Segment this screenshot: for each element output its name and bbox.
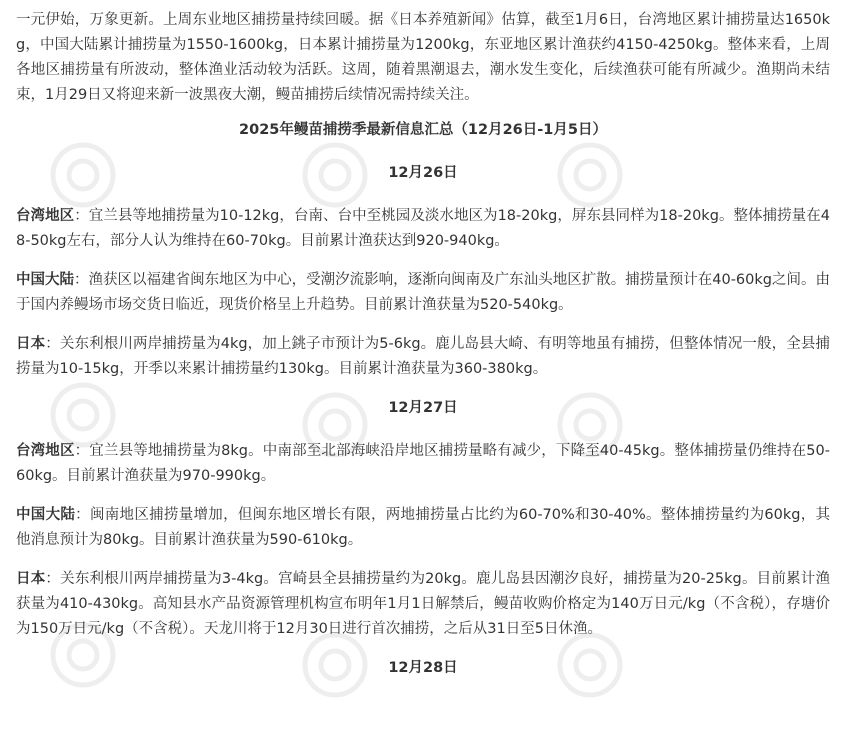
region-label: 中国大陆 [16,272,75,288]
region-label: 中国大陆 [16,507,76,523]
entry-text: ：闽南地区捕捞量增加，但闽东地区增长有限，两地捕捞量占比约为60-70%和30-40%。整体捕捞量约为60kg，其他消息预计为80kg。目前累计渔获量为590-610kg。 [16,507,831,548]
date-heading: 12月27日 [388,400,458,416]
date-heading: 12月26日 [388,165,458,181]
region-label: 台湾地区 [16,443,75,459]
entry-text: ：关东利根川两岸捕捞量为4kg，加上銚子市预计为5-6kg。鹿儿岛县大崎、有明等地虽有捕捞，但整体情况一般，全县捕捞量为10-15kg，开季以来累计捕捞量约130kg。目前累计渔获量为360-380kg。 [16,336,831,377]
entry-text: ：渔获区以福建省闽东地区为中心，受潮汐流影响，逐渐向闽南及广东汕头地区扩散。捕捞量预计在40-60kg之间。由于国内养鳗场市场交货日临近，现货价格呈上升趋势。目前累计渔获量为520-540kg。 [16,272,831,313]
entry-paragraph [16,503,830,553]
entry-text: ：关东利根川两岸捕捞量为3-4kg。宫崎县全县捕捞量约为20kg。鹿儿岛县因潮汐良好，捕捞量为20-25kg。目前累计渔获量为410-430kg。高知县水产品资源管理机构宣布明年1月1日解禁后，鳗苗收购价格定为140万日元/kg（不含税），存塘价为150万日元/kg（不含税）。天龙川将于12月30日进行首次捕捞，之后从31日至5日休渔。 [16,571,830,637]
entry-paragraph [16,332,830,382]
entry-text: ：宜兰县等地捕捞量为10-12kg，台南、台中至桃园及淡水地区为18-20kg，屏东县同样为18-20kg。整体捕捞量在48-50kg左右，部分人认为维持在60-70kg。目前累计渔获达到920-940kg。 [16,208,830,249]
intro-paragraph: 一元伊始，万象更新。上周东业地区捕捞量持续回暖。据《日本养殖新闻》估算，截至1月6日，台湾地区累计捕捞量达1650kg，中国大陆累计捕捞量为1550-1600kg，日本累计捕捞量为1200kg，东亚地区累计渔获约4150-4250kg。整体来看，上周各地区捕捞量有所波动，整体渔业活动较为活跃。这周，随着黑潮退去，潮水发生变化，后续渔获可能有所减少。渔期尚未结束，1月29日又将迎来新一波黑夜大潮，鳗苗捕捞后续情况需持续关注。 [16,12,830,103]
region-label: 日本 [16,336,46,352]
entry-paragraph [16,567,830,642]
region-label: 台湾地区 [16,208,75,224]
summary-heading: 2025年鳗苗捕捞季最新信息汇总（12月26日-1月5日） [239,122,607,138]
entry-paragraph [16,439,830,489]
region-label: 日本 [16,571,46,587]
entry-paragraph [16,268,830,318]
date-heading: 12月28日 [388,660,458,676]
entry-text: ：宜兰县等地捕捞量为8kg。中南部至北部海峡沿岸地区捕捞量略有减少，下降至40-45kg。整体捕捞量仍维持在50-60kg。目前累计渔获量为970-990kg。 [16,443,830,484]
entry-paragraph [16,204,830,254]
